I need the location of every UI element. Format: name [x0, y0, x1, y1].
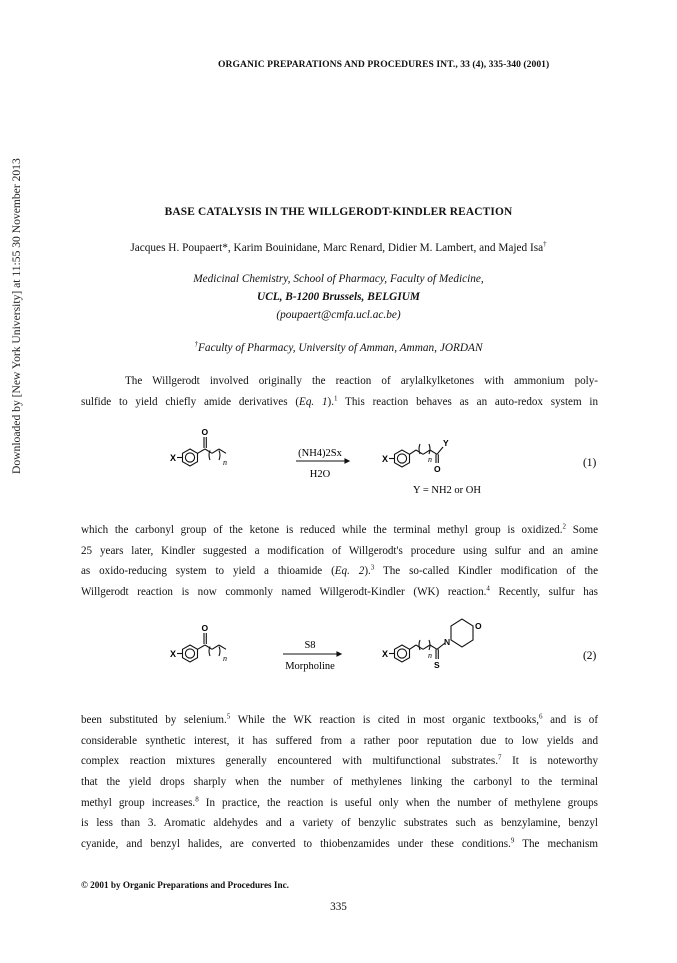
- para1-line-1: The Willgerodt involved originally the reaction of arylalkylketones with ammonium poly-: [125, 375, 598, 387]
- eq2-product-x: X: [382, 649, 389, 659]
- eq2-n-subscript: n: [223, 654, 227, 663]
- eq1-reactant-aromatic-circle: [185, 453, 194, 462]
- eq1-product-ring: [395, 450, 410, 467]
- eq1-n-subscript: n: [223, 458, 227, 467]
- eq1-x-label: X: [170, 453, 177, 463]
- eq1-carbonyl-o: O: [201, 427, 209, 437]
- eq1-reagent: (NH4)2Sx: [298, 448, 342, 459]
- page-number: 335: [330, 901, 347, 913]
- eq1-product-n: n: [428, 455, 432, 464]
- affiliation-line-2: [0, 291, 677, 303]
- affiliation-email: (poupaert@cmfa.ucl.ac.be): [276, 309, 401, 321]
- eq2-morpholine-ring: [451, 619, 473, 647]
- eq1-reference: Eq. 1: [299, 395, 328, 408]
- eq1-product-x: X: [382, 454, 389, 464]
- eq2-nitrogen: N: [444, 637, 451, 647]
- eq1-reactant-ring: [183, 449, 198, 466]
- paragraph-3: [81, 710, 598, 855]
- para3-line-2: considerable synthetic interest, it has suffered from a rather poor reputation due to low yields and: [81, 734, 598, 747]
- para2-line-2: 25 years later, Kindler suggested a modification of Willgerodt's procedure using sulfur and an amine: [81, 544, 598, 557]
- download-watermark: Downloaded by [New York University] at 11:55 30 November 2013: [10, 158, 23, 474]
- affiliation-dagger: †: [194, 340, 199, 349]
- eq1-number: (1): [583, 457, 597, 469]
- article-title: BASE CATALYSIS IN THE WILLGERODT-KINDLER REACTION: [164, 206, 513, 218]
- para2-line-4: Willgerodt reaction is now commonly named Willgerodt-Kindler (WK) reaction.$^4$ Recently, sulfur has: [81, 584, 598, 599]
- equation-1-scheme: [0, 425, 677, 505]
- eq2-product-n: n: [428, 651, 432, 660]
- equation-2-scheme: [0, 612, 677, 692]
- affiliation-2-text: Faculty of Pharmacy, University of Amman, Amman, JORDAN: [198, 342, 483, 354]
- copyright-footnote: © 2001 by Organic Preparations and Procedures Inc.: [81, 880, 289, 890]
- eq2-reactant-aromatic-circle: [185, 649, 194, 658]
- para3-line-3: complex reaction mixtures generally encountered with multifunctional substrates.$^7$ It is noteworthy: [81, 753, 598, 768]
- affiliation-city: UCL, B-1200 Brussels, BELGIUM: [257, 291, 420, 303]
- running-head: ORGANIC PREPARATIONS AND PROCEDURES INT., 33 (4), 335-340 (2001): [218, 59, 550, 70]
- eq2-sulfur: S: [434, 660, 440, 670]
- author-dagger: †: [543, 240, 547, 249]
- para1-line-2: sulfide to yield chiefly amide derivatives (Eq. 1).$^1$ This reaction behaves as an auto-redox system in: [81, 394, 599, 408]
- eq2-carbonyl-o: O: [201, 623, 209, 633]
- author-list: [0, 242, 677, 254]
- eq2-morpholine-o: O: [475, 621, 482, 631]
- eq2-reference: Eq. 2: [334, 565, 365, 578]
- eq1-condition: Y = NH2 or OH: [413, 485, 481, 496]
- affiliation-line-1: Medicinal Chemistry, School of Pharmacy, Faculty of Medicine,: [193, 273, 484, 285]
- eq2-solvent: Morpholine: [285, 661, 335, 672]
- authors-text: Jacques H. Poupaert*, Karim Bouinidane, Marc Renard, Didier M. Lambert, and Majed Isa: [130, 242, 544, 254]
- para2-line-3: as oxido-reducing system to yield a thioamide (Eq. 2).$^3$ The so-called Kindler modification of the: [81, 563, 599, 578]
- para3-line-6: is less than 3. Aromatic aldehydes and a variety of benzylic substrates such as benzylamine, benzyl: [81, 817, 598, 830]
- eq2-number: (2): [583, 650, 597, 662]
- affiliation-2: [0, 342, 677, 354]
- eq2-product-aromatic-circle: [397, 649, 406, 658]
- eq1-y-label: Y: [443, 438, 449, 448]
- para3-line-7: cyanide, and benzyl halides, are converted to thiobenzamides under these conditions.$^9$ The mechanism: [81, 836, 598, 851]
- paragraph-2: [81, 520, 598, 603]
- para3-line-5: methyl group increases.$^8$ In practice, the reaction is useful only when the number of methylene groups: [81, 795, 598, 809]
- eq2-product-ring: [395, 645, 410, 662]
- eq1-solvent: H2O: [309, 469, 331, 480]
- para3-line-4: that the yield drops sharply when the number of methylenes linking the carbonyl to the terminal: [81, 776, 598, 789]
- eq1-product-o: O: [434, 464, 441, 474]
- para2-line-1: which the carbonyl group of the ketone is reduced while the terminal methyl group is oxidized.$^2$ Some: [81, 522, 599, 536]
- para3-line-1: been substituted by selenium.$^5$ While the WK reaction is cited in most organic textbooks,$^6$ and is of: [81, 712, 599, 726]
- paragraph-1: [81, 371, 598, 412]
- eq1-product-aromatic-circle: [397, 454, 406, 463]
- eq2-reagent: S8: [304, 640, 316, 651]
- eq2-reactant-ring: [183, 645, 198, 662]
- eq2-x-label: X: [170, 649, 177, 659]
